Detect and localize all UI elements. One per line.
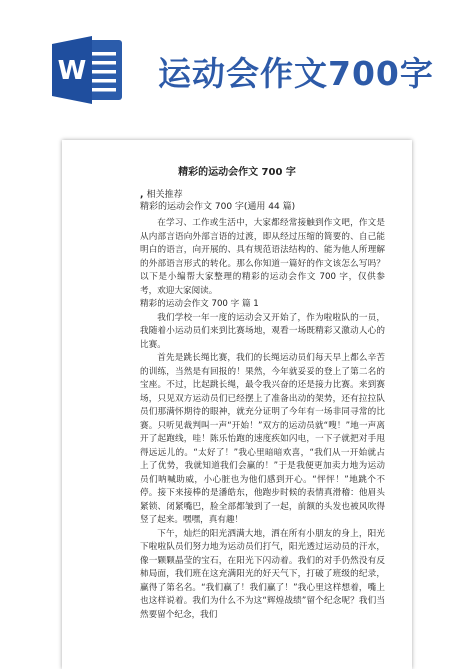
paragraph: 我们学校一年一度的运动会又开始了，作为啦啦队的一员，我随着小运动员们来到比赛场地，观看一场既精彩又激动人心的比赛。: [140, 312, 385, 350]
word-icon-letter: W: [57, 56, 87, 86]
paragraph-intro: 在学习、工作或生活中，大家都经常接触到作文吧，作文是从内部言语向外部言语的过渡，即从经过压缩的简要的、自己能明白的语言，向开展的、具有规范语法结构的、能为他人所理解的外部语言形式的转化。那么你知道一篇好的作文该怎么写吗？以下是小编帮大家整理的精彩的运动会作文 700 字，仅供参考，欢迎大家阅读。: [140, 218, 385, 296]
related-label-row: [140, 189, 295, 201]
paragraph: 下午，灿烂的阳光洒满大地，洒在所有小朋友的身上，阳光下啦啦队员们努力地为运动员们打气，阳光透过运动员的汗水，像一颗颗晶莹的宝石，在阳光下闪动着。我们的对手仍然没有反柿局面，我们班在这充满阳光的好天气下，打破了班级的纪录，赢得了第名名。“我们赢了！我们赢了！”我心里这样想着，嘴上也这样说着。我们为什么不为这“辉煌战绩”留个纪念呢？我们当然要留个纪念，我们: [140, 528, 385, 620]
document-page: [62, 140, 412, 669]
document-title: 精彩的运动会作文 700 字: [178, 167, 296, 178]
section-heading: 精彩的运动会作文 700 字 篇 1: [140, 299, 259, 309]
paragraph: 首先是跳长绳比赛，我们的长绳运动员们每天早上都么辛苦的训练，当然是有回报的！果然，今年就妥妥的登上了第二名的宝座。不过，比起跳长绳，最令我兴奋的还是接力比赛。来到赛场，只见双方运动员们已经摆上了准备出动的架势，还有拉拉队员们那满怀期待的眼神，就充分证明了今年有一场非同寻常的比赛。只听见裁判叫一声“开始！”双方的运动员就“嗖！”地一声离开了起跑线，哇！陈乐怡跑的速度疾如闪电，一下子就把对手甩得远远儿的。“太好了！”我心里暗暗欢喜，“我们从一开始就占上了优势，我就知道我们会赢的！”于是我便更加卖力地为运动员们呐喊助威，小心脏也为他们感到开心。“怦怦！”地跳个不停。接下来接棒的是潘皓东，他跑步时候的表情真滑稽：他眉头紧锁、闭紧嘴巴，脸全部都皱到了一起，前额的头发也被风吹得竖了起来。嘿嘿，真有趣！: [140, 353, 385, 525]
document-body: [140, 217, 385, 622]
document-subtitle: 精彩的运动会作文 700 字(通用 44 篇): [140, 202, 296, 212]
document-meta: [140, 189, 295, 213]
word-document-icon: [52, 36, 124, 104]
banner-title: 运动会作文700字: [158, 54, 434, 93]
header-banner: [0, 0, 474, 140]
related-label: 相关推荐: [146, 190, 183, 200]
related-bullet: ,: [140, 190, 147, 200]
